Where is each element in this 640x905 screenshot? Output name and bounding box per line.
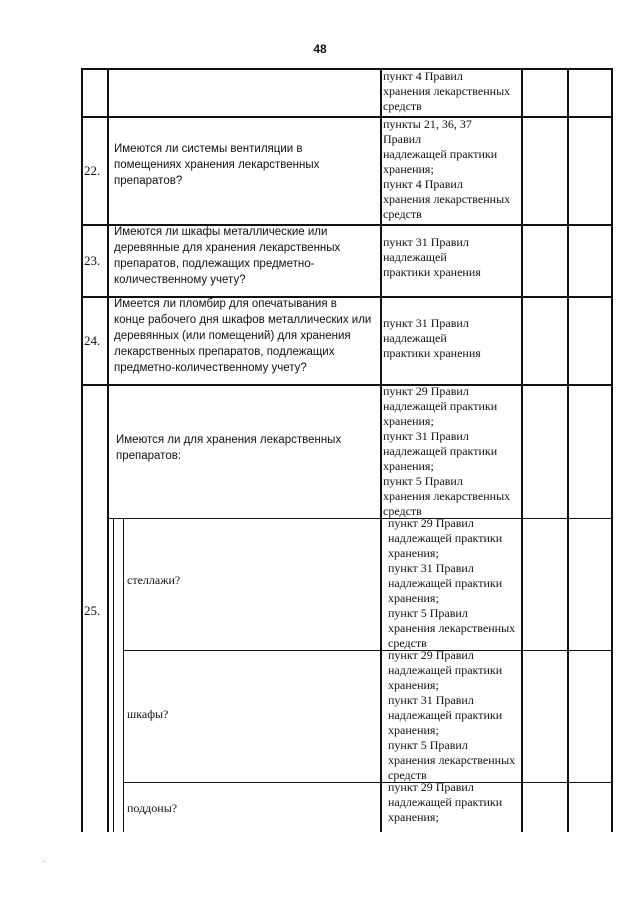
row-number: 23.: [84, 253, 101, 268]
question-text-line: предметно-количественному учету?: [114, 362, 307, 374]
reference-text-line: пункт 31 Правил: [383, 235, 469, 249]
row-number: 22.: [84, 163, 101, 178]
reference-text-line: практики хранения: [383, 265, 481, 279]
reference-text-line: средств: [388, 768, 427, 782]
question-text-line: конце рабочего дня шкафов металлических или: [114, 314, 372, 326]
reference-text-line: пункт 5 Правил: [383, 474, 463, 488]
question-text-line: помещениях хранения лекарственных: [114, 159, 320, 171]
question-text-line: Имеется ли пломбир для опечатывания в: [114, 298, 337, 310]
reference-text: [383, 316, 520, 361]
reference-text-line: Правил: [383, 132, 422, 146]
reference-text-line: пункт 31 Правил: [388, 693, 474, 707]
question-text: [114, 296, 380, 376]
reference-text-line: хранения;: [388, 591, 439, 605]
reference-text-line: надлежащей практики: [388, 531, 503, 545]
reference-text-line: хранения;: [388, 546, 439, 560]
reference-text-line: пункт 4 Правил: [383, 177, 463, 191]
row-separator: [123, 650, 611, 651]
reference-text: [388, 648, 525, 783]
reference-text-line: надлежащей практики: [388, 708, 503, 722]
reference-text-line: пункт 5 Правил: [388, 738, 468, 752]
reference-text-line: пункт 5 Правил: [388, 606, 468, 620]
row-separator: [81, 384, 611, 386]
reference-text-line: надлежащей практики: [383, 147, 498, 161]
row-separator: [81, 116, 611, 118]
reference-text-line: надлежащей практики: [388, 795, 503, 809]
subitem-label: [127, 572, 327, 588]
reference-text-line: хранения лекарственных: [388, 753, 516, 767]
reference-text-line: хранения;: [383, 162, 434, 176]
reference-text: [383, 69, 520, 114]
question-text-line: Имеются ли шкафы металлические или: [114, 226, 328, 238]
question-text-line: препаратов?: [114, 175, 183, 187]
reference-text-line: пункт 31 Правил: [388, 561, 474, 575]
subitem-label-line: поддоны?: [127, 801, 178, 815]
table-left-border: [81, 68, 83, 832]
question-text-line: лекарственных препаратов, подлежащих: [114, 346, 335, 358]
reference-text-line: хранения лекарственных: [383, 84, 511, 98]
question-text-line: препаратов:: [116, 450, 182, 462]
reference-text-line: надлежащей практики: [383, 444, 498, 458]
reference-text-line: хранения лекарственных: [383, 192, 511, 206]
reference-text-line: пункт 29 Правил: [388, 516, 474, 530]
question-text-line: препаратов, подлежащих предметно-: [114, 258, 315, 270]
question-text: [116, 432, 376, 464]
reference-text: [388, 516, 525, 651]
reference-text-line: хранения;: [383, 414, 434, 428]
question-text-line: деревянных (или помещений) для хранения: [114, 330, 351, 342]
reference-text-line: пункт 31 Правил: [383, 316, 469, 330]
subitem-label: [127, 706, 327, 722]
reference-text-line: средств: [383, 99, 422, 113]
reference-text-line: пункт 29 Правил: [388, 780, 474, 794]
reference-text-line: надлежащей: [383, 250, 447, 264]
reference-text: [383, 384, 520, 519]
row-number: 25.: [84, 603, 101, 618]
reference-text-line: хранения;: [383, 459, 434, 473]
subitem-label: [127, 800, 327, 816]
reference-text-line: средств: [383, 504, 422, 518]
reference-text: [388, 780, 525, 825]
question-text-line: количественному учету?: [114, 274, 246, 286]
reference-text-line: средств: [388, 636, 427, 650]
reference-text-line: хранения;: [388, 723, 439, 737]
reference-text-line: надлежащей: [383, 331, 447, 345]
question-text: [114, 224, 376, 288]
question-text-line: Имеются ли для хранения лекарственных: [116, 434, 342, 446]
reference-text-line: надлежащей практики: [383, 399, 498, 413]
reference-text: [383, 235, 520, 280]
reference-text-line: хранения;: [388, 678, 439, 692]
table-top-border: [81, 68, 611, 70]
reference-text: [383, 117, 520, 222]
reference-text-line: надлежащей практики: [388, 576, 503, 590]
page-number: 48: [313, 42, 327, 56]
number-column-border: [107, 68, 109, 832]
reference-text-line: пункт 31 Правил: [383, 429, 469, 443]
reference-text-line: надлежащей практики: [388, 663, 503, 677]
mark-column-2-border: [567, 68, 569, 832]
reference-text-line: средств: [383, 207, 422, 221]
reference-text-line: хранения лекарственных: [383, 489, 511, 503]
reference-text-line: пункты 21, 36, 37: [383, 117, 472, 131]
reference-text-line: практики хранения: [383, 346, 481, 360]
reference-text-line: хранения;: [388, 810, 439, 824]
table-right-border: [611, 68, 613, 832]
row-separator: [123, 782, 611, 783]
subitem-indent-border: [113, 518, 114, 832]
question-text-line: Имеются ли системы вентиляции в: [114, 143, 303, 155]
subitem-label-line: шкафы?: [127, 707, 169, 721]
subitem-label-border: [123, 518, 124, 832]
row-number: 24.: [84, 333, 101, 348]
reference-text-line: пункт 4 Правил: [383, 69, 463, 83]
reference-text-line: пункт 29 Правил: [388, 648, 474, 662]
reference-text-line: пункт 29 Правил: [383, 384, 469, 398]
question-text: [114, 141, 376, 189]
row-separator: [107, 518, 611, 519]
question-text-line: деревянные для хранения лекарственных: [114, 242, 341, 254]
scan-speck: [44, 861, 45, 862]
reference-text-line: хранения лекарственных: [388, 621, 516, 635]
reference-column-border: [380, 68, 382, 832]
subitem-label-line: стеллажи?: [127, 573, 181, 587]
